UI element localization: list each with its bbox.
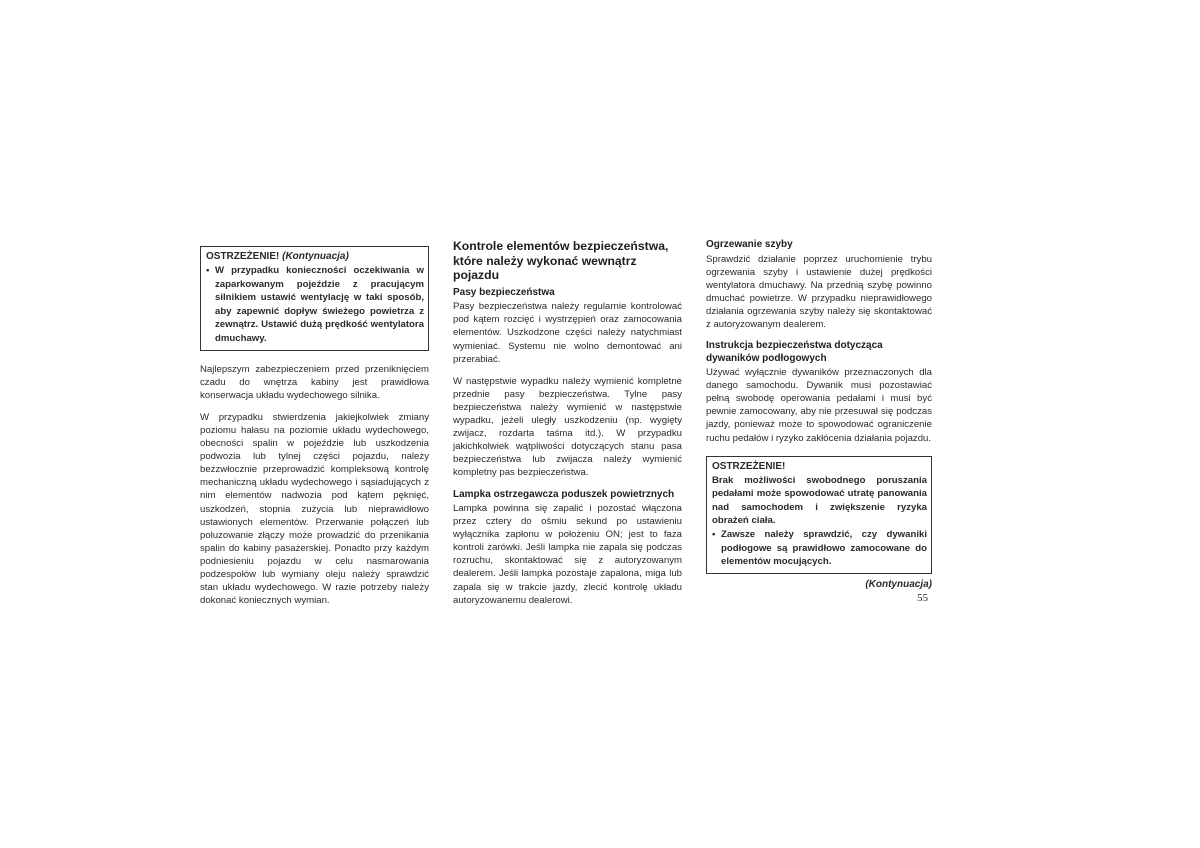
airbag-light-paragraph: Lampka powinna się zapalić i pozostać włączona przez cztery do ośmiu sekund po ustawieniu wyłącznika zapłonu w położeniu ON; jest to faza kontroli żarówki. Jeśli lampka nie zapala się podczas rozruchu, skontaktować się z autoryzowanym dealerem. Jeśli lampka pozostaje zapalona, miga lub zapala się w trakcie jazdy, zlecić kontrolę układu autoryzowanemu dealerowi. — [453, 503, 682, 606]
warning-bullet — [206, 264, 424, 346]
exhaust-paragraph-2: W przypadku stwierdzenia jakiejkolwiek zmiany poziomu hałasu na poziomie układu wydechowego, obecności spalin w pojeździe lub uszkodzenia podwozia lub tylnej części pojazdu, należy bezzwłocznie przeprowadzić kompleksową kontrolę mechaniczną układu wydechowego i sąsiadujących z nim elementów nadwozia pod kątem pęknięć, uszkodzeń, stopnia zużycia lub nieprawidłowo ustawionych elementów. Przerwanie połączeń lub poluzowanie złączy może prowadzić do przenikania spalin do kabiny pasażerskiej. Ponadto przy każdym podniesieniu pojazdu w celu nasmarowania podzespołów lub wymiany oleju należy sprawdzić stan układu wydechowego. W razie potrzeby należy dokonać koniecznych wymian. — [200, 411, 429, 607]
warning-title — [206, 250, 424, 263]
warning-title: OSTRZEŻENIE! — [712, 460, 786, 472]
airbag-light-title: Lampka ostrzegawcza poduszek powietrznych — [453, 488, 675, 500]
seat-belts-section — [453, 287, 682, 480]
exhaust-paragraph-1: Najlepszym zabezpieczeniem przed przeniknięciem czadu do wnętrza kabiny jest prawidłowa konserwacja układu wydechowego silnika. — [200, 363, 429, 401]
defroster-section — [706, 239, 932, 331]
seat-belts-paragraph-2: W następstwie wypadku należy wymienić kompletne przednie pasy bezpieczeństwa. Tylne pasy bezpieczeństwa należy wymienić w następstwie wypadku, jeżeli uległy uszkodzeniu (np. wygięty zwijacz, rozdarta taśma itd.). W przypadku jakichkolwiek wątpliwości dotyczących stanu pasa bezpieczeństwa lub zwijacza należy wymienić kompletny pas bezpieczeństwa. — [453, 375, 682, 479]
floor-mats-paragraph: Używać wyłącznie dywaników przeznaczonych dla danego samochodu. Dywanik musi pozostawiać pełną swobodę operowania pedałami i musi być pewnie zamocowany, aby nie przesuwał się podczas jazdy, ponieważ może to spowodować ograniczenie ruchu pedałów i ryzyko zakłócenia działania pojazdu. — [706, 367, 932, 444]
warning-box — [706, 456, 932, 574]
warning-box-continued — [200, 246, 429, 351]
seat-belts-paragraph-1: Pasy bezpieczeństwa należy regularnie kontrolować pod kątem rozcięć i wystrzępień oraz zamocowania elementów. Uszkodzone części należy natychmiast wymieniać. Systemu nie wolno demontować ani przerabiać. — [453, 301, 682, 365]
bullet-icon: • — [712, 529, 716, 540]
section-heading: Kontrole elementów bezpieczeństwa, które należy wykonać wewnątrz pojazdu — [453, 239, 669, 283]
warning-bullet-text: Zawsze należy sprawdzić, czy dywaniki podłogowe są prawidłowo zamocowane do elementów mocujących. — [721, 529, 927, 568]
defroster-paragraph: Sprawdzić działanie poprzez uruchomienie trybu ogrzewania szyby i ustawienie dużej prędkości wentylatora dmuchawy. Na przednią szybę powinno dmuchać powietrze. W przypadku nieprawidłowego działania ogrzewania szyby należy się skontaktować z autoryzowanym dealerem. — [706, 253, 932, 330]
column-2 — [453, 239, 682, 616]
airbag-light-section — [453, 489, 682, 607]
continued-label: (Kontynuacja) — [865, 578, 932, 590]
column-1 — [200, 246, 429, 607]
warning-bullet — [712, 528, 927, 569]
column-3 — [706, 239, 932, 590]
defroster-title: Ogrzewanie szyby — [706, 239, 793, 250]
warning-title-text: OSTRZEŻENIE! — [206, 251, 280, 262]
floor-mats-section — [706, 340, 932, 445]
warning-bullet-text: W przypadku konieczności oczekiwania w zaparkowanym pojeździe z pracującym silnikiem ustawić wentylację w taki sposób, aby zapewnić dopływ świeżego powietrza z zewnątrz. Ustawić dużą prędkość wentylatora dmuchawy. — [215, 265, 424, 344]
bullet-icon: • — [206, 265, 210, 276]
warning-text: Brak możliwości swobodnego poruszania pedałami może spowodować utratę panowania nad samochodem i zwiększenie ryzyka obrażeń ciała. — [712, 474, 927, 527]
page-number: 55 — [917, 592, 928, 604]
warning-continuation-label: (Kontynuacja) — [282, 251, 349, 262]
seat-belts-title: Pasy bezpieczeństwa — [453, 286, 555, 298]
floor-mats-title: Instrukcja bezpieczeństwa dotycząca dywaników podłogowych — [706, 340, 883, 364]
